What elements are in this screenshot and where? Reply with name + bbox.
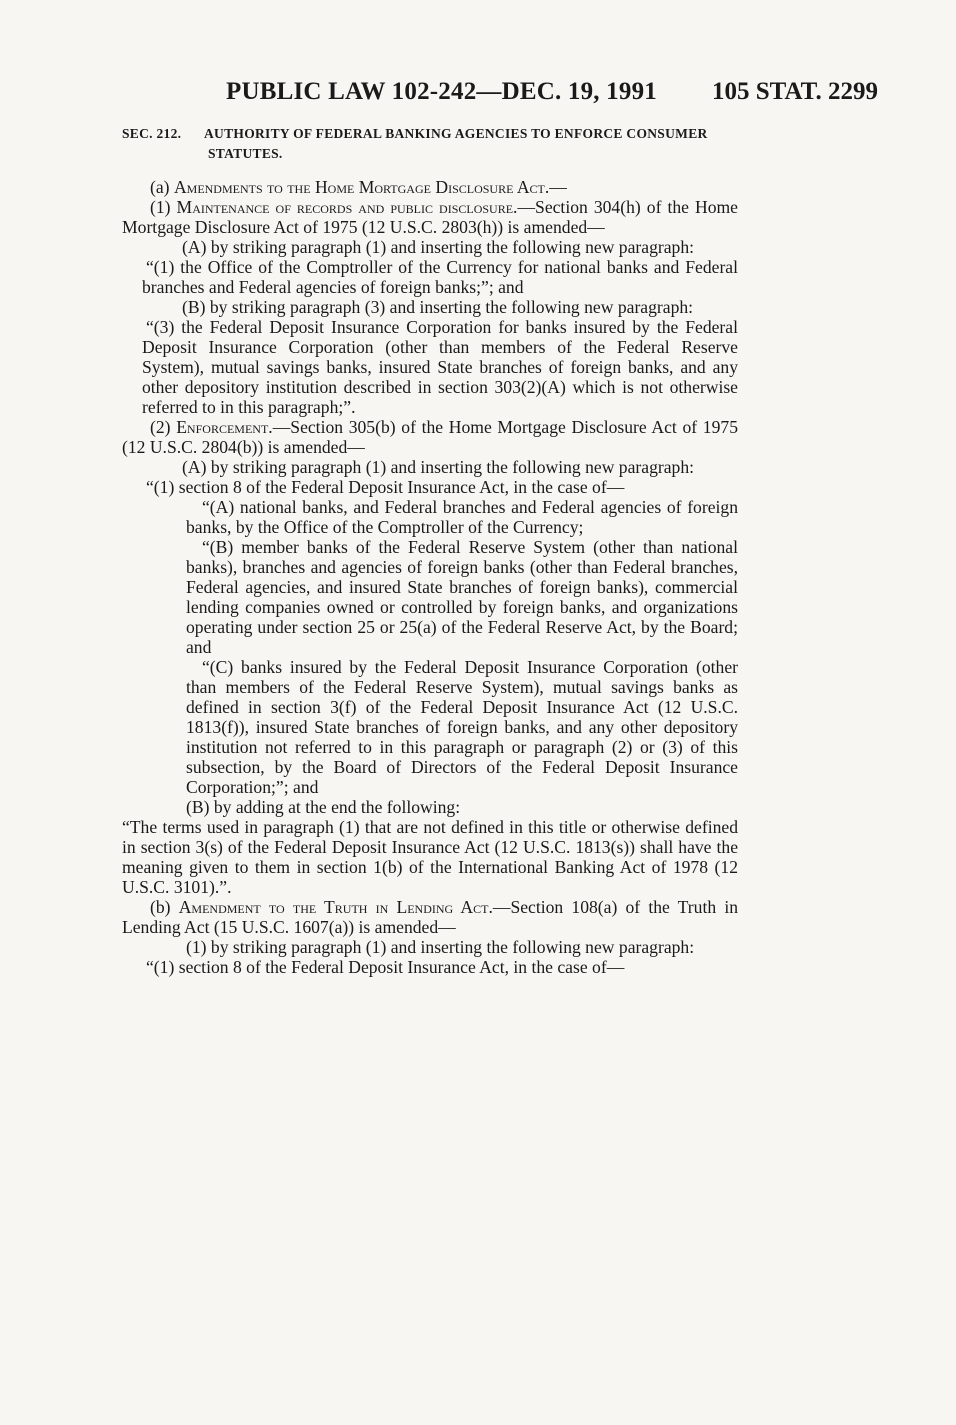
paragraph-b1: (1) by striking paragraph (1) and inserting the following new paragraph: [186, 937, 695, 957]
subsection-b-label: (b) [150, 897, 179, 917]
subsection-a-dash: — [549, 177, 567, 197]
paragraph-a1-label: (1) [150, 197, 177, 217]
paragraph-a2 [122, 417, 738, 457]
subsection-a-heading: Amendments to the Home Mortgage Disclosure Act. [173, 177, 550, 197]
paragraph-a2-label: (2) [150, 417, 177, 437]
quote-a2A-subC: “(C) banks insured by the Federal Deposit Insurance Corporation (other than members of the Federal Reserve System), mutual savings banks as defined in section 3(f) of the Federal Deposit Insurance Act (12 U.S.C. 1813(f)), insured State branches of foreign banks, and any other depository institution not referred to in this paragraph or paragraph (2) or (3) of this subsection, by the Board of Directors of the Federal Deposit Insurance Corporation;”; and [186, 657, 738, 797]
clause-a1B: (B) by striking paragraph (3) and inserting the following new paragraph: [182, 297, 694, 317]
quote-a2A-subB: “(B) member banks of the Federal Reserve System (other than national banks), branches and agencies of foreign banks (other than Federal branches, Federal agencies, and insured State branches of foreign banks), commercial lending companies owned or controlled by foreign banks, and organizations operating under section 25 or 25(a) of the Federal Reserve Act, by the Board; and [186, 537, 738, 657]
quote-a2A: “(1) section 8 of the Federal Deposit Insurance Act, in the case of— [146, 477, 625, 497]
running-title: PUBLIC LAW 102-242—DEC. 19, 1991 [226, 78, 657, 105]
statute-page-number: 105 STAT. 2299 [712, 78, 878, 105]
section-title: AUTHORITY OF FEDERAL BANKING AGENCIES TO ENFORCE CONSUMER STATUTES. [204, 126, 708, 161]
section-heading [122, 124, 738, 164]
subsection-b-heading: Amendment to the Truth in Lending Act. [178, 897, 493, 917]
subsection-b [122, 897, 738, 937]
clause-a1A: (A) by striking paragraph (1) and inserting the following new paragraph: [182, 237, 695, 257]
quote-a1A: “(1) the Office of the Comptroller of the Currency for national banks and Federal branches and Federal agencies of foreign banks;”; and [142, 257, 738, 297]
paragraph-a2-heading: Enforcement. [176, 417, 273, 437]
quote-a2B: “The terms used in paragraph (1) that are not defined in this title or otherwise defined in section 3(s) of the Federal Deposit Insurance Act (12 U.S.C. 1813(s)) shall have the meaning given to them in section 1(b) of the International Banking Act of 1978 (12 U.S.C. 3101).”. [122, 817, 738, 897]
document-body [122, 124, 738, 977]
paragraph-a1-text: —Section 304(h) of the Home Mortgage Disclosure Act of 1975 (12 U.S.C. 2803(h)) is amended— [122, 197, 738, 237]
section-number: SEC. 212. [122, 126, 182, 141]
quote-b1: “(1) section 8 of the Federal Deposit Insurance Act, in the case of— [146, 957, 625, 977]
clause-a2A: (A) by striking paragraph (1) and inserting the following new paragraph: [182, 457, 695, 477]
subsection-a-label: (a) [150, 177, 174, 197]
subsection-a [122, 177, 738, 197]
quote-a2A-subA: “(A) national banks, and Federal branches and Federal agencies of foreign banks, by the Office of the Comptroller of the Currency; [186, 497, 738, 537]
subsection-b-text: —Section 108(a) of the Truth in Lending Act (15 U.S.C. 1607(a)) is amended— [122, 897, 739, 937]
clause-a2B: (B) by adding at the end the following: [186, 797, 461, 817]
page-header [0, 72, 956, 112]
paragraph-a2-text: —Section 305(b) of the Home Mortgage Disclosure Act of 1975 (12 U.S.C. 2804(b)) is amended— [122, 417, 738, 457]
paragraph-a1-heading: Maintenance of records and public disclosure. [176, 197, 518, 217]
paragraph-a1 [122, 197, 738, 237]
quote-a1B: “(3) the Federal Deposit Insurance Corporation for banks insured by the Federal Deposit Insurance Corporation (other than members of the Federal Reserve System), mutual savings banks, insured State branches of foreign banks, and any other depository institution described in section 303(2)(A) which is not otherwise referred to in this paragraph;”. [142, 317, 738, 417]
